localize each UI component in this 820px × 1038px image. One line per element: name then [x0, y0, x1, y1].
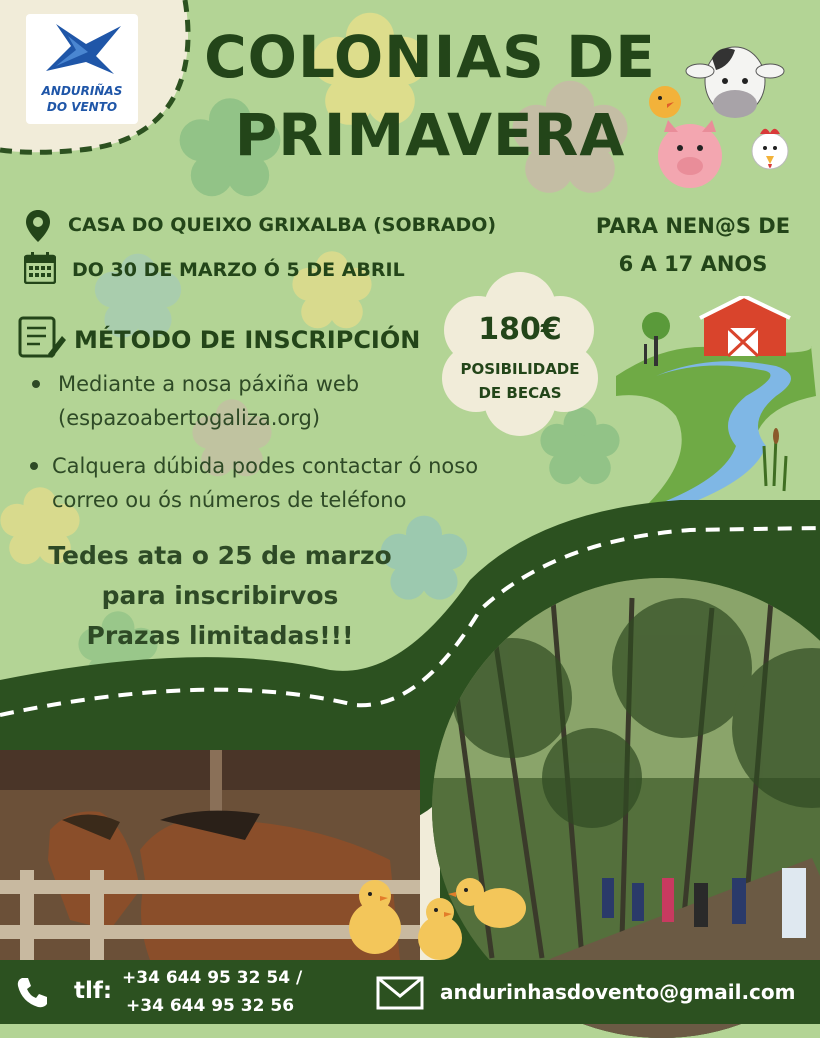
chick-icon [649, 86, 681, 118]
farm-animals-illustration [640, 36, 810, 196]
dates-text: DO 30 DE MARZO Ó 5 DE ABRIL [72, 259, 405, 281]
phone-icon [16, 976, 48, 1008]
email-link[interactable]: andurinhasdovento@gmail.com [440, 980, 796, 1004]
calendar-icon [24, 252, 56, 284]
chick-icon [349, 878, 526, 960]
swallow-icon [26, 16, 138, 86]
price-amount: 180€ [478, 312, 562, 347]
bullet-dot [30, 462, 38, 470]
method-item-2-line2: correo ou ós números de teléfono [52, 488, 407, 512]
logo-text-line1: ANDURIÑAS [41, 84, 123, 98]
method-item-1-line2: (espazoabertogaliza.org) [58, 406, 321, 430]
form-icon [18, 316, 66, 360]
logo [26, 14, 138, 124]
barn-icon [700, 296, 790, 356]
farm-river-illustration [616, 296, 816, 506]
location-pin-icon [26, 210, 50, 242]
price-note-line2: DE BECAS [478, 384, 562, 402]
deadline-line1: Tedes ata o 25 de marzo [48, 541, 392, 570]
envelope-icon [376, 976, 424, 1010]
rooster-icon [752, 129, 788, 169]
age-line2: 6 A 17 ANOS [618, 252, 768, 276]
logo-text-line2: DO VENTO [46, 100, 118, 114]
phone-label: tlf: [74, 978, 113, 1004]
price-badge [440, 268, 600, 438]
phone-number-2[interactable]: +34 644 95 32 56 [126, 996, 295, 1016]
cow-icon [686, 47, 784, 118]
price-note-line1: POSIBILIDADE [460, 360, 580, 378]
method-heading: MÉTODO DE INSCRIPCIÓN [74, 326, 421, 354]
location-text: CASA DO QUEIXO GRIXALBA (SOBRADO) [68, 214, 497, 236]
page-title-line2: PRIMAVERA [234, 101, 626, 169]
method-item-2-line1: Calquera dúbida podes contactar ó noso [52, 454, 479, 478]
pig-icon [658, 120, 722, 188]
method-item-1-line1: Mediante a nosa páxiña web [58, 372, 360, 396]
deadline-line2: para inscribirvos [101, 581, 339, 610]
footer-bar [0, 960, 820, 1024]
bullet-dot [32, 380, 40, 388]
deadline-line3: Prazas limitadas!!! [86, 621, 354, 650]
age-line1: PARA NEN@S DE [595, 214, 791, 238]
chicks-illustration [340, 868, 540, 968]
page-title-line1: COLONIAS DE [204, 23, 656, 91]
phone-number-1[interactable]: +34 644 95 32 54 / [122, 968, 303, 988]
